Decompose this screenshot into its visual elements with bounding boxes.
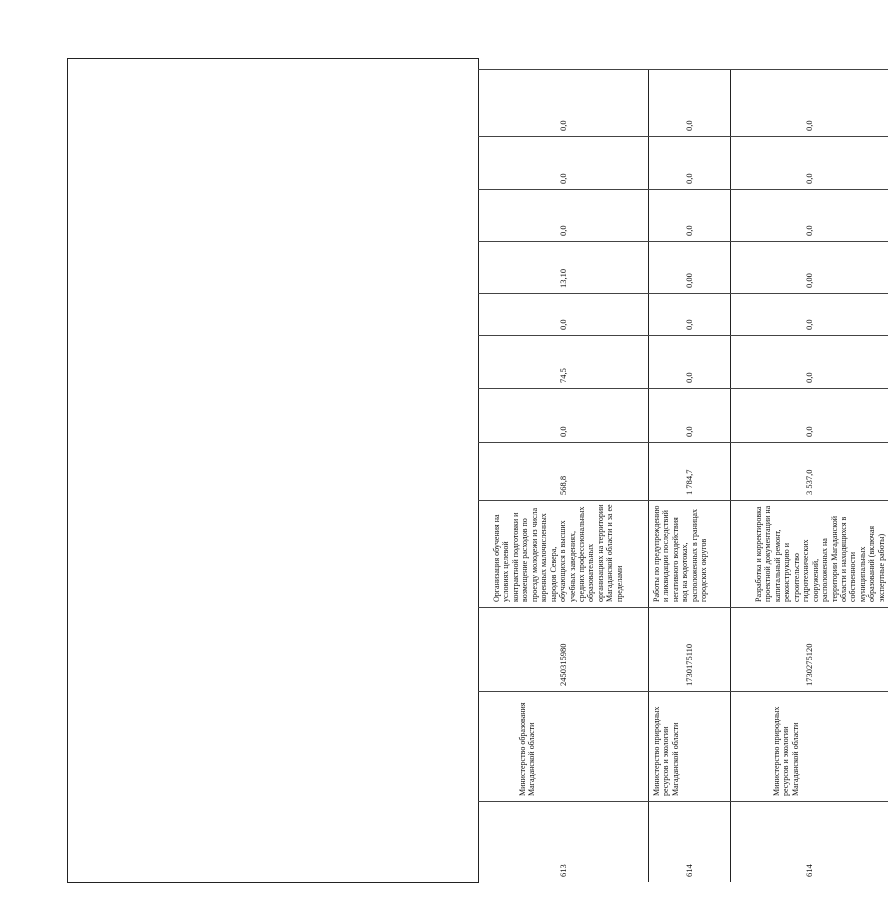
value-cell — [478, 241, 648, 293]
value-cell — [648, 293, 730, 335]
value: 0,0 — [683, 173, 694, 184]
value: 0,0 — [683, 372, 694, 383]
value-cell — [730, 69, 888, 136]
value-cell — [478, 69, 648, 136]
value-cell — [730, 442, 888, 500]
measure-description: Разработка и корректировка проектной документации на капитальный ремонт, реконструкцию и строительство гидротехнических сооружений, расположенных на территории Магаданской области и находящихся в собственности муниципальных образований (включая экспертные работы) — [754, 505, 886, 602]
value: 568,8 — [557, 475, 568, 495]
ministry-cell — [478, 691, 648, 801]
budget-code: 1730175110 — [683, 643, 694, 686]
value: 0,0 — [557, 225, 568, 236]
value-cell — [648, 335, 730, 388]
value-cell — [648, 69, 730, 136]
table-row — [478, 69, 649, 882]
value-cell — [730, 241, 888, 293]
table-row — [648, 69, 731, 882]
value-cell — [648, 388, 730, 442]
value: 3 537,0 — [803, 469, 814, 495]
budget-code: 2450315980 — [557, 643, 568, 686]
value-cell — [478, 136, 648, 189]
value-cell — [648, 136, 730, 189]
value: 0,00 — [803, 273, 814, 288]
row-number-cell — [478, 801, 648, 882]
value: 0,0 — [557, 426, 568, 437]
budget-table — [478, 69, 888, 882]
ministry-cell — [730, 691, 888, 801]
row-number-cell — [730, 801, 888, 882]
value: 0,0 — [557, 319, 568, 330]
code-cell — [648, 607, 730, 691]
ministry-name: Министерство образования Магаданской области — [518, 702, 537, 796]
ministry-name: Министерство природных ресурсов и экологии Магаданской области — [652, 706, 680, 796]
value-cell — [730, 293, 888, 335]
value: 0,0 — [803, 120, 814, 131]
value-cell — [478, 388, 648, 442]
row-number: 614 — [683, 864, 694, 877]
ministry-cell — [648, 691, 730, 801]
description-cell — [730, 500, 888, 607]
row-number-cell — [648, 801, 730, 882]
value: 0,0 — [683, 120, 694, 131]
rotated-page — [68, 69, 886, 882]
value: 0,0 — [557, 173, 568, 184]
value: 0,00 — [683, 273, 694, 288]
value: 0,0 — [803, 225, 814, 236]
description-cell — [478, 500, 648, 607]
value: 1 784,7 — [683, 469, 694, 495]
table-top-band — [68, 58, 478, 69]
value-cell — [478, 442, 648, 500]
value: 0,0 — [803, 426, 814, 437]
value: 0,0 — [803, 319, 814, 330]
value: 0,0 — [683, 426, 694, 437]
description-cell — [648, 500, 730, 607]
value-cell — [730, 189, 888, 241]
row-number: 613 — [557, 864, 568, 877]
value-cell — [648, 189, 730, 241]
ministry-name: Министерство природных ресурсов и экологии Магаданской области — [772, 706, 800, 796]
value-cell — [478, 335, 648, 388]
value-cell — [478, 293, 648, 335]
value: 74,5 — [557, 368, 568, 383]
value: 0,0 — [803, 372, 814, 383]
value-cell — [730, 388, 888, 442]
value: 0,0 — [683, 225, 694, 236]
value: 0,0 — [803, 173, 814, 184]
value-cell — [730, 335, 888, 388]
row-number: 614 — [803, 864, 814, 877]
value: 13,10 — [557, 268, 568, 288]
value-cell — [648, 241, 730, 293]
value-cell — [478, 189, 648, 241]
value-cell — [648, 442, 730, 500]
measure-description: Организация обучения на условиях целевой контрактной подготовки и возмещение расходов по проезду молодежи из числа коренных малочисленных народов Севера, обучающихся в высших учебных заведениях, средних профессиональных образовательных организациях на территории Магаданской области и за ее пределами — [492, 504, 624, 602]
value: 0,0 — [557, 120, 568, 131]
budget-code: 1730275120 — [803, 643, 814, 686]
table-row — [730, 69, 888, 882]
code-cell — [478, 607, 648, 691]
value-cell — [730, 136, 888, 189]
measure-description: Работы по предупреждению и ликвидации последствий негативного воздействия вод на водотоках, расположенных в границах городских округов — [652, 505, 709, 602]
value: 0,0 — [683, 319, 694, 330]
code-cell — [730, 607, 888, 691]
